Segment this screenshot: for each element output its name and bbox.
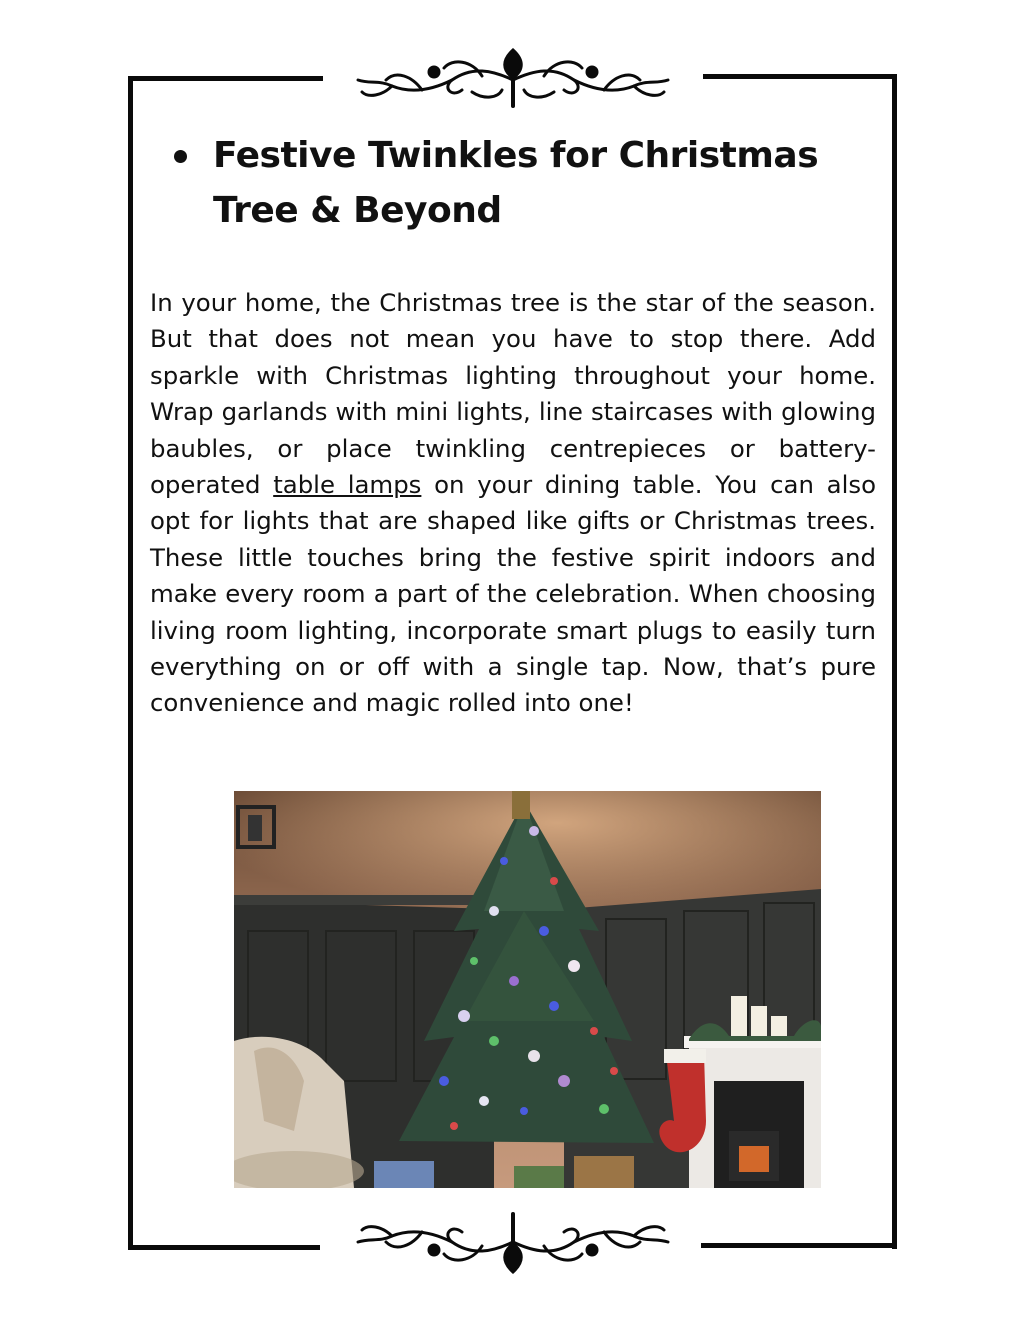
flourish-divider-icon xyxy=(352,1210,674,1282)
frame-line-right xyxy=(892,74,897,1249)
bullet-dot-icon xyxy=(174,150,187,163)
section-heading xyxy=(172,128,872,238)
frame-line-bottom-left xyxy=(128,1245,320,1250)
flourish-divider-icon xyxy=(352,40,674,112)
table-lamps-link[interactable]: table lamps xyxy=(273,470,422,500)
frame-line-top-right xyxy=(703,74,897,79)
christmas-tree-photo xyxy=(234,791,821,1188)
frame-line-bottom-right xyxy=(701,1243,897,1248)
heading-title: Festive Twinkles for Christmas Tree & Beyond xyxy=(213,135,819,231)
paragraph-text-part2: on your dining table. You can also opt for lights that are shaped like gifts or Christmas trees. These little touches bring the festive spirit indoors and make every room a part of the celebration. When choosing living room lighting, incorporate smart plugs to easily turn everything on or off with a single tap. Now, that’s pure convenience and magic rolled into one! xyxy=(150,470,876,718)
paragraph-text-part1: In your home, the Christmas tree is the star of the season. But that does not mean you have to stop there. Add sparkle with Christmas lighting throughout your home. Wrap garlands with mini lights, line staircases with glowing baubles, or place twinkling centrepieces or battery-operated xyxy=(150,288,876,500)
frame-line-top-left xyxy=(128,76,323,81)
body-paragraph xyxy=(150,285,876,722)
frame-line-left xyxy=(128,76,133,1250)
